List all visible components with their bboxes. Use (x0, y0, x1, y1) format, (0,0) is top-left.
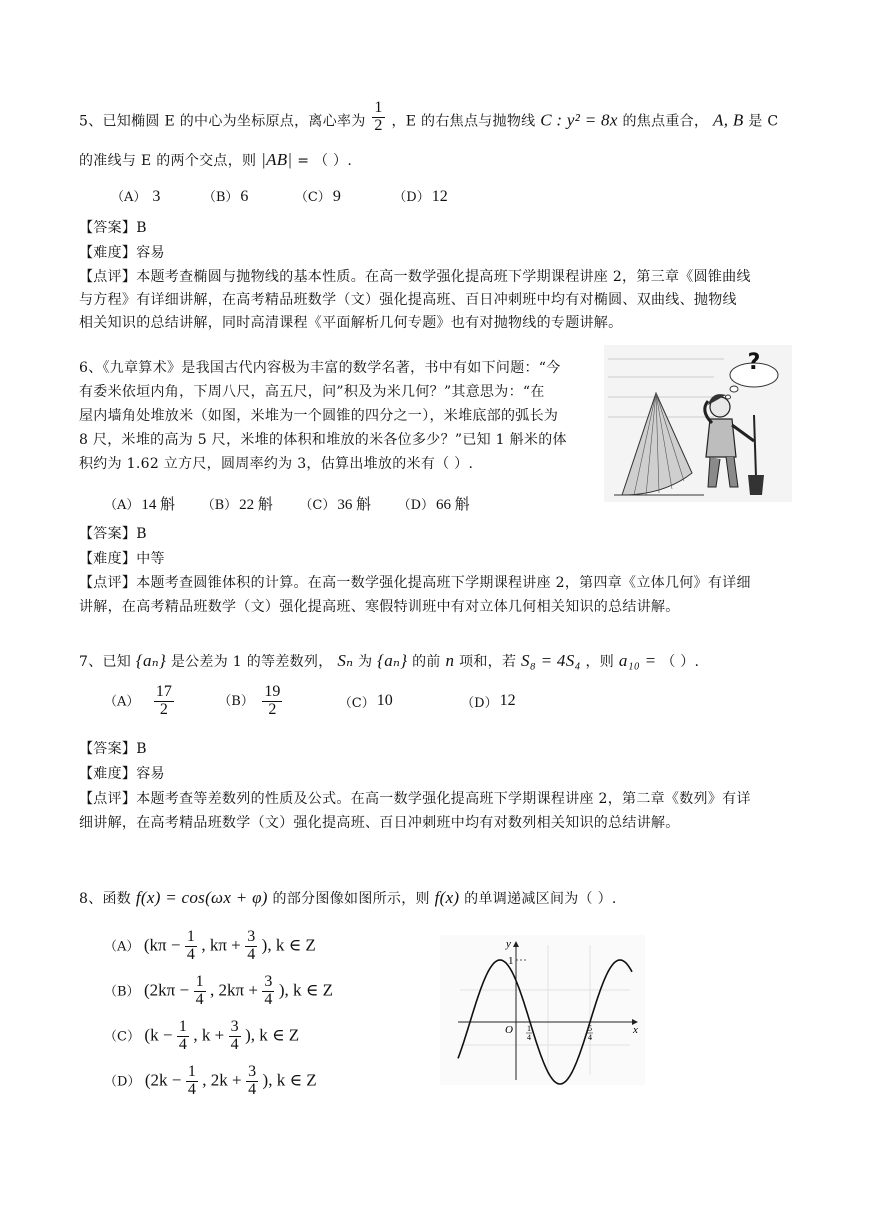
svg-text:O: O (505, 1024, 513, 1036)
q6-option-b: 22 斛 (239, 497, 273, 513)
svg-text:1: 1 (527, 1024, 531, 1033)
q5-option-a: 3 (152, 188, 161, 205)
q5-difficulty: 【难度】容易 (79, 245, 165, 261)
q7-answer: 【答案】B (79, 741, 147, 757)
q6-line-1: 6、《九章算术》是我国古代内容极为丰富的数学名著，书中有如下问题：“今 (79, 360, 561, 376)
q6-option-a: 14 斛 (141, 497, 176, 513)
svg-text:y: y (506, 938, 511, 950)
q8-stem: 8、函数 f(x) = cos(ωx + φ) 的部分图像如图所示，则 f(x) 的单调递减区间为（ ）. (79, 888, 617, 907)
svg-text:5: 5 (588, 1024, 592, 1033)
q8-option-b: （B） (2kπ − $\frac{1}{4}$ , 2kπ + $\frac{3}{4}$ ), k ∈ Z (104, 973, 333, 1008)
q5-comment-1: 【点评】本题考查椭圆与抛物线的基本性质。在高一数学强化提高班下学期课程讲座 2，第三章《圆锥曲线 (79, 269, 751, 285)
q5-points: A, B (713, 110, 744, 130)
q5-comment-2: 与方程》有详细讲解，在高考精品班数学（文）强化提高班、百日冲刺班中均有对椭圆、双曲线、抛物线 (79, 292, 737, 308)
q8-function: f(x) = cos(ωx + φ) (135, 888, 268, 907)
svg-text:4: 4 (588, 1033, 592, 1042)
question-mark-icon: ? (747, 350, 761, 375)
q7-options: （A） $\frac{17}{2}$ （B） $\frac{19}{2}$ （C） 10 （D） 12 (104, 683, 516, 718)
q7-condition: S₈ = 4S₄ (521, 651, 581, 670)
q6-options: （A） 14 斛 （B） 22 斛 （C） 36 斛 （D） 66 斛 (104, 497, 470, 513)
q6-line-4: 8 尺，米堆的高为 5 尺，米堆的体积和堆放的米各位多少？”已知 1 斛米的体 (79, 432, 567, 448)
q6-answer: 【答案】B (79, 526, 147, 542)
q5-option-d: 12 (431, 188, 448, 205)
q7-option-c: 10 (376, 692, 393, 710)
q6-line-3: 屋内墙角处堆放米（如图，米堆为一个圆锥的四分之一），米堆底部的弧长为 (79, 408, 559, 424)
q5-line-2: 的准线与 E 的两个交点，则 |AB| = （ ）. (79, 150, 353, 169)
q6-line-5: 积约为 1.62 立方尺，圆周率约为 3，估算出堆放的米有（ ）. (79, 456, 474, 472)
q8-cosine-graph (440, 935, 645, 1085)
q7-option-d: 12 (499, 692, 516, 710)
q5-option-b: 6 (240, 188, 249, 205)
q5-options: （A） 3 （B） 6 （C） 9 （D） 12 (111, 188, 448, 205)
q5-parabola: C : y² = 8x (540, 110, 618, 130)
q7-option-b: $\frac{19}{2}$ (264, 683, 281, 718)
q6-option-c: 36 斛 (337, 497, 372, 513)
q8-option-a: （A） (kπ − $\frac{1}{4}$ , kπ + $\frac{3}{4}$ ), k ∈ Z (104, 928, 316, 963)
q7-option-a: $\frac{17}{2}$ (155, 683, 172, 718)
q6-option-d: 66 斛 (436, 497, 470, 513)
q5-comment-3: 相关知识的总结讲解，同时高清课程《平面解析几何专题》也有对抛物线的专题讲解。 (79, 315, 623, 331)
q6-line-2: 有委米依垣内角，下周八尺，高五尺，问”积及为米几何？”其意思为：“在 (79, 384, 545, 400)
q6-difficulty: 【难度】中等 (79, 551, 165, 567)
q8-option-c: （C） (k − $\frac{1}{4}$ , k + $\frac{3}{4}$ ), k ∈ Z (104, 1018, 300, 1053)
q5-eccentricity: $\frac{1}{2}$ (374, 99, 383, 134)
svg-text:x: x (633, 1024, 638, 1036)
q5-option-c: 9 (332, 188, 341, 205)
q7-comment-1: 【点评】本题考查等差数列的性质及公式。在高一数学强化提高班下学期课程讲座 2，第二章《数列》有详 (79, 791, 751, 807)
q7-difficulty: 【难度】容易 (79, 766, 165, 782)
q7-stem: 7、已知 {aₙ} 是公差为 1 的等差数列， Sₙ 为 {aₙ} 的前 n 项和，若 S₈ = 4S₄ ，则 a₁₀ = （ ）. (79, 651, 700, 670)
q5-line-1: 5、已知椭圆 E 的中心为坐标原点，离心率为 $\frac{1}{2}$ ，E 的右焦点与抛物线 C : y² = 8x 的焦点重合， A, B 是 C (79, 99, 779, 134)
q8-option-d: （D） (2k − $\frac{1}{4}$ , 2k + $\frac{3}{4}$ ), k ∈ Z (104, 1063, 317, 1098)
svg-text:4: 4 (527, 1033, 531, 1042)
q6-comment-1: 【点评】本题考查圆锥体积的计算。在高一数学强化提高班下学期课程讲座 2，第四章《立体几何》有详细 (79, 575, 751, 591)
svg-text:1: 1 (508, 955, 514, 967)
q5-text: 5、已知椭圆 E 的中心为坐标原点，离心率为 (79, 113, 366, 130)
q6-comment-2: 讲解，在高考精品班数学（文）强化提高班、寒假特训班中有对立体几何相关知识的总结讲解。 (79, 599, 680, 615)
q7-comment-2: 细讲解，在高考精品班数学（文）强化提高班、百日冲刺班中均有对数列相关知识的总结讲解。 (79, 815, 680, 831)
rice-pile-illustration (604, 345, 792, 502)
q5-abs-ab: |AB| (261, 150, 293, 169)
q5-answer: 【答案】B (79, 220, 147, 236)
